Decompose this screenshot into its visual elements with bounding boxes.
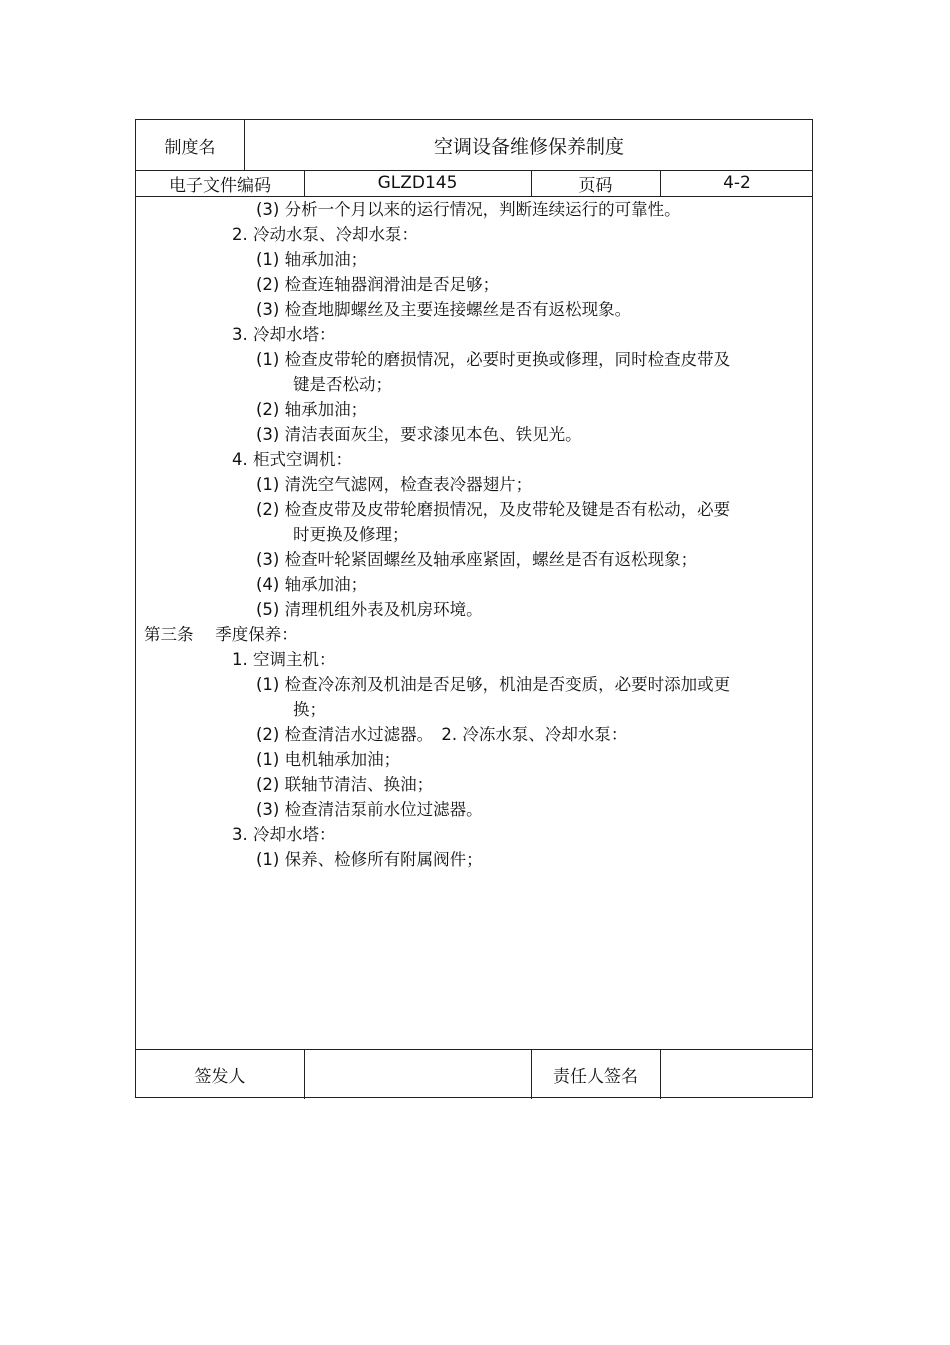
list-item: 3. 冷却水塔： — [232, 325, 336, 344]
list-item: (1) 检查皮带轮的磨损情况，必要时更换或修理，同时检查皮带及 — [256, 350, 731, 369]
list-item: 换； — [293, 700, 326, 719]
section-heading: 第三条 季度保养： — [144, 625, 298, 644]
list-item: 键是否松动； — [293, 375, 392, 394]
responsible-label: 责任人签名 — [553, 1066, 638, 1087]
list-item: (1) 检查冷冻剂及机油是否足够，机油是否变质，必要时添加或更 — [256, 675, 731, 694]
list-item: 2. 冷动水泵、冷却水泵： — [232, 225, 418, 244]
page-value: 4-2 — [723, 173, 751, 193]
list-item: (1) 清洗空气滤网，检查表冷器翅片； — [256, 475, 533, 494]
responsible-signature-field[interactable] — [660, 1049, 814, 1099]
list-item: (3) 检查清洁泵前水位过滤器。 — [256, 800, 483, 819]
page-label: 页码 — [578, 175, 613, 196]
issuer-field[interactable] — [304, 1049, 531, 1099]
issuer-label: 签发人 — [194, 1066, 246, 1087]
list-item: 3. 冷却水塔： — [232, 825, 336, 844]
list-item: (2) 检查连轴器润滑油是否足够； — [256, 275, 500, 294]
list-item: (4) 轴承加油； — [256, 575, 368, 594]
code-value: GLZD145 — [377, 173, 458, 193]
list-item: (2) 联轴节清洁、换油； — [256, 775, 434, 794]
list-item: 4. 柜式空调机： — [232, 450, 352, 469]
document-title: 空调设备维修保养制度 — [433, 135, 624, 158]
list-item: (2) 轴承加油； — [256, 400, 368, 419]
name-label: 制度名 — [164, 137, 216, 158]
list-item: (1) 轴承加油； — [256, 250, 368, 269]
list-item: (2) 检查清洁水过滤器。 2. 冷冻水泵、冷却水泵： — [256, 725, 628, 744]
list-item: (5) 清理机组外表及机房环境。 — [256, 600, 483, 619]
list-item: (3) 清洁表面灰尘，要求漆见本色、铁见光。 — [256, 425, 582, 444]
list-item: 1. 空调主机： — [232, 650, 336, 669]
list-item: (1) 保养、检修所有附属阀件； — [256, 850, 483, 869]
list-item: 时更换及修理； — [293, 525, 409, 544]
list-item: (3) 检查叶轮紧固螺丝及轴承座紧固，螺丝是否有返松现象； — [256, 550, 698, 569]
code-label: 电子文件编码 — [169, 175, 271, 196]
list-item: (3) 检查地脚螺丝及主要连接螺丝是否有返松现象。 — [256, 300, 632, 319]
list-item: (3) 分析一个月以来的运行情况，判断连续运行的可靠性。 — [256, 200, 681, 219]
document-form — [135, 119, 813, 1098]
list-item: (2) 检查皮带及皮带轮磨损情况，及皮带轮及键是否有松动，必要 — [256, 500, 731, 519]
list-item: (1) 电机轴承加油； — [256, 750, 401, 769]
